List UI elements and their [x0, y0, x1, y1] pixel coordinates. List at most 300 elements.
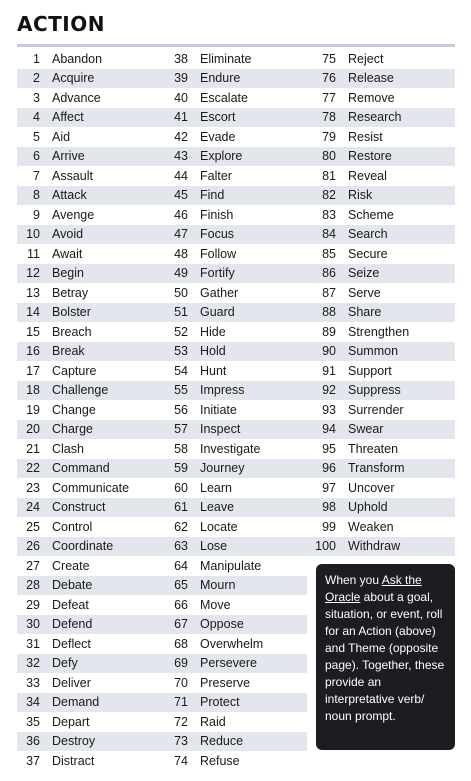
action-word: Follow	[200, 246, 237, 261]
roll-number: 12	[26, 266, 40, 281]
table-row	[312, 439, 409, 459]
roll-number: 96	[322, 461, 336, 476]
table-row	[312, 342, 409, 362]
roll-number: 76	[322, 71, 336, 86]
action-word: Locate	[200, 519, 238, 534]
action-word: Overwhelm	[200, 636, 264, 651]
roll-number: 28	[26, 578, 40, 593]
table-row	[164, 342, 263, 362]
roll-number: 18	[26, 383, 40, 398]
roll-number: 55	[174, 383, 188, 398]
roll-number: 29	[26, 597, 40, 612]
table-row	[16, 361, 129, 381]
roll-number: 95	[322, 441, 336, 456]
table-row	[164, 459, 263, 479]
table-row	[312, 517, 409, 537]
table-row	[16, 615, 129, 635]
roll-number: 97	[322, 480, 336, 495]
roll-number: 6	[33, 149, 40, 164]
table-row	[164, 400, 263, 420]
roll-number: 88	[322, 305, 336, 320]
action-word: Defeat	[52, 597, 89, 612]
table-row	[164, 576, 263, 596]
table-row	[164, 381, 263, 401]
action-word: Breach	[52, 324, 92, 339]
roll-number: 47	[174, 227, 188, 242]
table-row	[16, 654, 129, 674]
action-word: Gather	[200, 285, 239, 300]
action-word: Reject	[348, 51, 384, 66]
table-row	[16, 576, 129, 596]
roll-number: 36	[26, 734, 40, 749]
roll-number: 40	[174, 90, 188, 105]
roll-number: 32	[26, 656, 40, 671]
table-row	[312, 420, 409, 440]
action-word: Seize	[348, 266, 380, 281]
roll-number: 53	[174, 344, 188, 359]
roll-number: 48	[174, 246, 188, 261]
ask-the-oracle-link[interactable]: Ask the Oracle	[325, 573, 422, 604]
roll-number: 61	[174, 500, 188, 515]
action-word: Mourn	[200, 578, 236, 593]
action-word: Refuse	[200, 753, 240, 768]
action-word: Endure	[200, 71, 241, 86]
table-row	[16, 439, 129, 459]
roll-number: 92	[322, 383, 336, 398]
action-word: Strengthen	[348, 324, 410, 339]
roll-number: 57	[174, 422, 188, 437]
roll-number: 87	[322, 285, 336, 300]
table-row	[164, 712, 263, 732]
action-word: Arrive	[52, 149, 85, 164]
table-row	[164, 166, 263, 186]
roll-number: 69	[174, 656, 188, 671]
table-row	[312, 283, 409, 303]
action-word: Demand	[52, 695, 100, 710]
action-word: Hold	[200, 344, 226, 359]
title-rule	[17, 44, 455, 47]
action-word: Oppose	[200, 617, 244, 632]
table-column-1	[16, 49, 129, 771]
table-row	[16, 556, 129, 576]
action-word: Reveal	[348, 168, 387, 183]
roll-number: 27	[26, 558, 40, 573]
action-word: Restore	[348, 149, 392, 164]
roll-number: 22	[26, 461, 40, 476]
action-word: Release	[348, 71, 394, 86]
table-row	[164, 205, 263, 225]
roll-number: 24	[26, 500, 40, 515]
action-word: Reduce	[200, 734, 244, 749]
action-word: Finish	[200, 207, 234, 222]
action-word: Distract	[52, 753, 95, 768]
action-word: Deliver	[52, 675, 91, 690]
roll-number: 46	[174, 207, 188, 222]
roll-number: 41	[174, 110, 188, 125]
table-row	[164, 595, 263, 615]
roll-number: 91	[322, 363, 336, 378]
table-column-2	[164, 49, 263, 771]
note-text-before: When you	[325, 573, 382, 587]
roll-number: 83	[322, 207, 336, 222]
table-row	[16, 459, 129, 479]
action-word: Suppress	[348, 383, 401, 398]
table-row	[164, 634, 263, 654]
action-word: Break	[52, 344, 85, 359]
action-word: Escort	[200, 110, 236, 125]
roll-number: 4	[33, 110, 40, 125]
action-word: Avenge	[52, 207, 95, 222]
action-word: Advance	[52, 90, 101, 105]
roll-number: 65	[174, 578, 188, 593]
table-row	[164, 556, 263, 576]
action-word: Explore	[200, 149, 243, 164]
roll-number: 100	[315, 539, 336, 554]
roll-number: 63	[174, 539, 188, 554]
roll-number: 14	[26, 305, 40, 320]
action-word: Assault	[52, 168, 93, 183]
roll-number: 52	[174, 324, 188, 339]
action-word: Journey	[200, 461, 245, 476]
roll-number: 51	[174, 305, 188, 320]
table-row	[16, 264, 129, 284]
table-row	[164, 361, 263, 381]
table-row	[16, 634, 129, 654]
action-word: Summon	[348, 344, 399, 359]
action-word: Defy	[52, 656, 78, 671]
action-word: Scheme	[348, 207, 394, 222]
table-row	[16, 478, 129, 498]
table-row	[16, 147, 129, 167]
action-word: Manipulate	[200, 558, 262, 573]
action-word: Deflect	[52, 636, 91, 651]
roll-number: 94	[322, 422, 336, 437]
action-word: Eliminate	[200, 51, 252, 66]
table-row	[164, 69, 263, 89]
roll-number: 34	[26, 695, 40, 710]
table-row	[16, 420, 129, 440]
roll-number: 17	[26, 363, 40, 378]
action-word: Serve	[348, 285, 381, 300]
roll-number: 72	[174, 714, 188, 729]
roll-number: 75	[322, 51, 336, 66]
table-row	[164, 88, 263, 108]
roll-number: 26	[26, 539, 40, 554]
action-word: Risk	[348, 188, 373, 203]
table-row	[312, 69, 409, 89]
roll-number: 67	[174, 617, 188, 632]
table-row	[312, 108, 409, 128]
table-row	[164, 225, 263, 245]
action-word: Persevere	[200, 656, 257, 671]
roll-number: 33	[26, 675, 40, 690]
table-row	[16, 127, 129, 147]
roll-number: 10	[26, 227, 40, 242]
roll-number: 85	[322, 246, 336, 261]
page-title: ACTION	[17, 12, 105, 36]
roll-number: 1	[33, 51, 40, 66]
action-word: Surrender	[348, 402, 404, 417]
roll-number: 99	[322, 519, 336, 534]
action-word: Bolster	[52, 305, 91, 320]
table-row	[164, 732, 263, 752]
roll-number: 50	[174, 285, 188, 300]
table-row	[312, 186, 409, 206]
table-row	[16, 751, 129, 771]
roll-number: 25	[26, 519, 40, 534]
action-word: Betray	[52, 285, 89, 300]
action-word: Escalate	[200, 90, 248, 105]
action-word: Withdraw	[348, 539, 401, 554]
table-row	[164, 654, 263, 674]
action-word: Create	[52, 558, 90, 573]
table-row	[312, 244, 409, 264]
table-row	[16, 517, 129, 537]
table-row	[312, 322, 409, 342]
action-word: Attack	[52, 188, 87, 203]
roll-number: 3	[33, 90, 40, 105]
table-row	[312, 459, 409, 479]
table-row	[312, 361, 409, 381]
action-word: Inspect	[200, 422, 241, 437]
roll-number: 44	[174, 168, 188, 183]
action-word: Control	[52, 519, 93, 534]
table-row	[164, 322, 263, 342]
table-row	[16, 693, 129, 713]
roll-number: 79	[322, 129, 336, 144]
table-row	[16, 166, 129, 186]
action-word: Share	[348, 305, 382, 320]
action-word: Hide	[200, 324, 226, 339]
action-word: Protect	[200, 695, 240, 710]
table-row	[16, 732, 129, 752]
roll-number: 73	[174, 734, 188, 749]
action-word: Falter	[200, 168, 232, 183]
roll-number: 11	[27, 246, 40, 261]
table-row	[312, 498, 409, 518]
table-row	[16, 322, 129, 342]
roll-number: 77	[322, 90, 336, 105]
roll-number: 56	[174, 402, 188, 417]
table-row	[16, 108, 129, 128]
roll-number: 66	[174, 597, 188, 612]
action-word: Clash	[52, 441, 84, 456]
roll-number: 7	[33, 168, 40, 183]
roll-number: 90	[322, 344, 336, 359]
table-row	[164, 517, 263, 537]
table-row	[16, 400, 129, 420]
table-row	[16, 537, 129, 557]
roll-number: 42	[174, 129, 188, 144]
table-row	[16, 49, 129, 69]
action-word: Find	[200, 188, 225, 203]
action-word: Leave	[200, 500, 235, 515]
table-row	[164, 186, 263, 206]
action-word: Support	[348, 363, 392, 378]
action-word: Challenge	[52, 383, 109, 398]
table-row	[312, 49, 409, 69]
table-row	[164, 751, 263, 771]
action-word: Secure	[348, 246, 388, 261]
action-word: Command	[52, 461, 110, 476]
table-row	[164, 147, 263, 167]
roll-number: 31	[26, 636, 40, 651]
table-row	[16, 673, 129, 693]
roll-number: 8	[33, 188, 40, 203]
table-row	[312, 264, 409, 284]
table-row	[164, 693, 263, 713]
table-row	[312, 127, 409, 147]
action-word: Uphold	[348, 500, 388, 515]
action-word: Lose	[200, 539, 228, 554]
table-row	[16, 381, 129, 401]
action-word: Investigate	[200, 441, 261, 456]
oracle-note	[316, 564, 455, 750]
action-word: Focus	[200, 227, 235, 242]
action-word: Depart	[52, 714, 90, 729]
table-row	[312, 381, 409, 401]
table-row	[16, 595, 129, 615]
action-word: Search	[348, 227, 388, 242]
roll-number: 13	[26, 285, 40, 300]
table-row	[312, 88, 409, 108]
action-word: Charge	[52, 422, 93, 437]
roll-number: 78	[322, 110, 336, 125]
table-row	[164, 537, 263, 557]
roll-number: 30	[26, 617, 40, 632]
action-word: Communicate	[52, 480, 130, 495]
action-word: Abandon	[52, 51, 103, 66]
table-row	[164, 283, 263, 303]
action-word: Destroy	[52, 734, 96, 749]
action-word: Debate	[52, 578, 93, 593]
table-row	[164, 439, 263, 459]
table-row	[164, 244, 263, 264]
roll-number: 68	[174, 636, 188, 651]
roll-number: 38	[174, 51, 188, 66]
roll-number: 89	[322, 324, 336, 339]
table-row	[16, 69, 129, 89]
action-word: Initiate	[200, 402, 237, 417]
table-row	[16, 225, 129, 245]
roll-number: 37	[26, 753, 40, 768]
table-row	[16, 186, 129, 206]
roll-number: 64	[174, 558, 188, 573]
roll-number: 5	[33, 129, 40, 144]
action-word: Research	[348, 110, 402, 125]
table-row	[312, 537, 409, 557]
roll-number: 60	[174, 480, 188, 495]
action-word: Affect	[52, 110, 84, 125]
action-word: Guard	[200, 305, 235, 320]
table-row	[164, 264, 263, 284]
action-word: Swear	[348, 422, 384, 437]
table-row	[312, 147, 409, 167]
table-row	[164, 303, 263, 323]
action-word: Change	[52, 402, 96, 417]
roll-number: 23	[26, 480, 40, 495]
roll-number: 62	[174, 519, 188, 534]
action-word: Transform	[348, 461, 405, 476]
action-word: Resist	[348, 129, 383, 144]
note-text-after: about a goal, situation, or event, roll for an Action (above) and Theme (opposite page). Together, these provide an interpretative verb/ noun prompt.	[325, 590, 445, 723]
action-word: Remove	[348, 90, 395, 105]
action-word: Learn	[200, 480, 232, 495]
action-word: Move	[200, 597, 231, 612]
roll-number: 15	[26, 324, 40, 339]
table-row	[312, 303, 409, 323]
roll-number: 81	[322, 168, 336, 183]
action-word: Begin	[52, 266, 84, 281]
roll-number: 84	[322, 227, 336, 242]
roll-number: 20	[26, 422, 40, 437]
action-word: Avoid	[52, 227, 84, 242]
action-word: Construct	[52, 500, 106, 515]
action-word: Acquire	[52, 71, 95, 86]
table-row	[164, 673, 263, 693]
table-row	[164, 49, 263, 69]
roll-number: 82	[322, 188, 336, 203]
action-word: Await	[52, 246, 83, 261]
action-word: Defend	[52, 617, 93, 632]
table-row	[164, 420, 263, 440]
roll-number: 74	[174, 753, 188, 768]
roll-number: 80	[322, 149, 336, 164]
table-row	[16, 712, 129, 732]
action-word: Raid	[200, 714, 226, 729]
roll-number: 19	[26, 402, 40, 417]
action-word: Evade	[200, 129, 236, 144]
action-word: Hunt	[200, 363, 227, 378]
roll-number: 58	[174, 441, 188, 456]
action-word: Coordinate	[52, 539, 114, 554]
roll-number: 9	[33, 207, 40, 222]
action-word: Impress	[200, 383, 245, 398]
roll-number: 39	[174, 71, 188, 86]
roll-number: 35	[26, 714, 40, 729]
table-row	[312, 166, 409, 186]
table-row	[16, 498, 129, 518]
action-word: Preserve	[200, 675, 251, 690]
roll-number: 71	[174, 695, 188, 710]
roll-number: 93	[322, 402, 336, 417]
table-row	[16, 303, 129, 323]
roll-number: 49	[174, 266, 188, 281]
roll-number: 16	[26, 344, 40, 359]
table-row	[164, 478, 263, 498]
table-row	[16, 342, 129, 362]
action-word: Threaten	[348, 441, 399, 456]
table-row	[312, 225, 409, 245]
roll-number: 21	[26, 441, 40, 456]
roll-number: 70	[174, 675, 188, 690]
roll-number: 45	[174, 188, 188, 203]
roll-number: 2	[33, 71, 40, 86]
roll-number: 54	[174, 363, 188, 378]
table-row	[16, 88, 129, 108]
table-row	[16, 205, 129, 225]
table-row	[164, 615, 263, 635]
table-row	[312, 478, 409, 498]
table-row	[164, 108, 263, 128]
roll-number: 59	[174, 461, 188, 476]
table-row	[16, 283, 129, 303]
table-column-3	[312, 49, 409, 556]
action-word: Weaken	[348, 519, 394, 534]
table-row	[164, 127, 263, 147]
action-word: Capture	[52, 363, 97, 378]
roll-number: 86	[322, 266, 336, 281]
